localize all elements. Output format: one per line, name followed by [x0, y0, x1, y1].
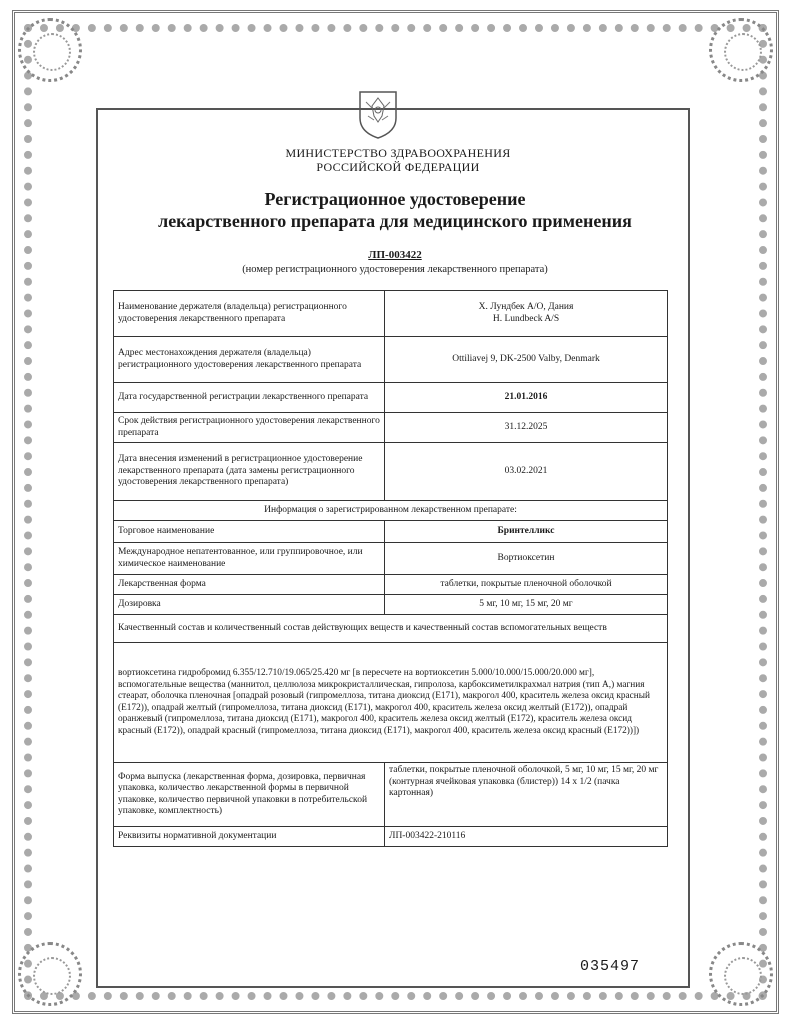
info-header: Информация о зарегистрированном лекарственном препарате: — [114, 501, 668, 521]
dosage-value: 5 мг, 10 мг, 15 мг, 20 мг — [385, 595, 668, 615]
ministry-name — [240, 146, 556, 174]
title-line-2: лекарственного препарата для медицинского применения — [158, 211, 632, 231]
validity-value: 31.12.2025 — [385, 413, 668, 443]
table-row — [114, 501, 668, 521]
amendment-date-value: 03.02.2021 — [385, 443, 668, 501]
table-row — [114, 643, 668, 763]
table-row — [114, 575, 668, 595]
table-row — [114, 413, 668, 443]
corner-rosette-bottom-right — [709, 942, 773, 1006]
release-form-value: таблетки, покрытые пленочной оболочкой, 5 мг, 10 мг, 15 мг, 20 мг (контурная ячейковая упаковка (блистер)) 14 х 1/2 (пачка картонная) — [385, 763, 668, 827]
release-form-label: Форма выпуска (лекарственная форма, дозировка, первичная упаковка, количество лекарственной формы в первичной упаковке, количество первичной упаковки в потребительской упаковке, комплектность) — [114, 763, 385, 827]
normative-doc-value: ЛП-003422-210116 — [385, 827, 668, 847]
table-row — [114, 595, 668, 615]
corner-rosette-bottom-left — [18, 942, 82, 1006]
corner-rosette-top-left — [18, 18, 82, 82]
registration-date-value: 21.01.2016 — [385, 383, 668, 413]
registration-number: ЛП-003422 — [368, 249, 422, 261]
title-line-1: Регистрационное удостоверение — [264, 189, 526, 209]
amendment-date-label: Дата внесения изменений в регистрационное удостоверение лекарственного препарата (дата замены регистрационного удостоверения лекарственного препарата) — [114, 443, 385, 501]
dosage-form-label: Лекарственная форма — [114, 575, 385, 595]
table-row — [114, 443, 668, 501]
address-value: Ottiliavej 9, DK-2500 Valby, Denmark — [385, 337, 668, 383]
corner-rosette-top-right — [709, 18, 773, 82]
certificate-table — [113, 290, 668, 847]
table-row — [114, 383, 668, 413]
table-row — [114, 337, 668, 383]
coat-of-arms-icon — [356, 86, 400, 140]
table-row — [114, 827, 668, 847]
holder-label: Наименование держателя (владельца) регистрационного удостоверения лекарственного препарата — [114, 291, 385, 337]
serial-number: 035497 — [580, 958, 641, 975]
inn-value: Вортиоксетин — [385, 543, 668, 575]
dosage-form-value: таблетки, покрытые пленочной оболочкой — [385, 575, 668, 595]
table-row — [114, 615, 668, 643]
inn-label: Международное непатентованное, или группировочное, или химическое наименование — [114, 543, 385, 575]
holder-value-line-2: H. Lundbeck A/S — [492, 313, 560, 324]
composition-label: Качественный состав и количественный состав действующих веществ и качественный состав вспомогательных веществ — [114, 615, 668, 643]
composition-text: вортиоксетина гидробромид 6.355/12.710/19.065/25.420 мг [в пересчете на вортиоксетин 5.000/10.000/15.000/20.000 мг], вспомогательные вещества (маннитол, целлюлоза микрокристаллическая, гипролоза, карбоксиметилкрахмал натрия (тип А,) магния стеарат, оболочка пленочная [опадрай розовый (гипромеллоза, титана диоксид (Е171), макрогол 400, краситель железа оксид красный (Е172)), опадрай желтый (гипромеллоза, титана диоксид (Е171), макрогол 400, краситель железа оксид желтый (Е172)), опадрай оранжевый (гипромеллоза, титана диоксид (Е171), макрогол 400, краситель железа оксид желтый (Е172), краситель железа оксид красный (Е172)), опадрай красный (гипромеллоза, титана диоксид (Е171), макрогол 400, краситель железа оксид красный (Е172))]) — [114, 643, 668, 763]
ministry-line-1: МИНИСТЕРСТВО ЗДРАВООХРАНЕНИЯ — [285, 146, 511, 160]
dosage-label: Дозировка — [114, 595, 385, 615]
validity-label: Срок действия регистрационного удостоверения лекарственного препарата — [114, 413, 385, 443]
table-row — [114, 521, 668, 543]
ministry-line-2: РОССИЙСКОЙ ФЕДЕРАЦИИ — [316, 160, 480, 174]
holder-value-line-1: Х. Лундбек А/О, Дания — [478, 302, 574, 312]
trade-name-label: Торговое наименование — [114, 521, 385, 543]
registration-number-caption: (номер регистрационного удостоверения лекарственного препарата) — [242, 264, 548, 275]
document-title — [100, 188, 690, 232]
registration-date-label: Дата государственной регистрации лекарственного препарата — [114, 383, 385, 413]
table-row — [114, 291, 668, 337]
trade-name-value: Бринтелликс — [385, 521, 668, 543]
table-row — [114, 763, 668, 827]
normative-doc-label: Реквизиты нормативной документации — [114, 827, 385, 847]
address-label: Адрес местонахождения держателя (владельца) регистрационного удостоверения лекарственного препарата — [114, 337, 385, 383]
holder-value — [385, 291, 668, 337]
table-row — [114, 543, 668, 575]
